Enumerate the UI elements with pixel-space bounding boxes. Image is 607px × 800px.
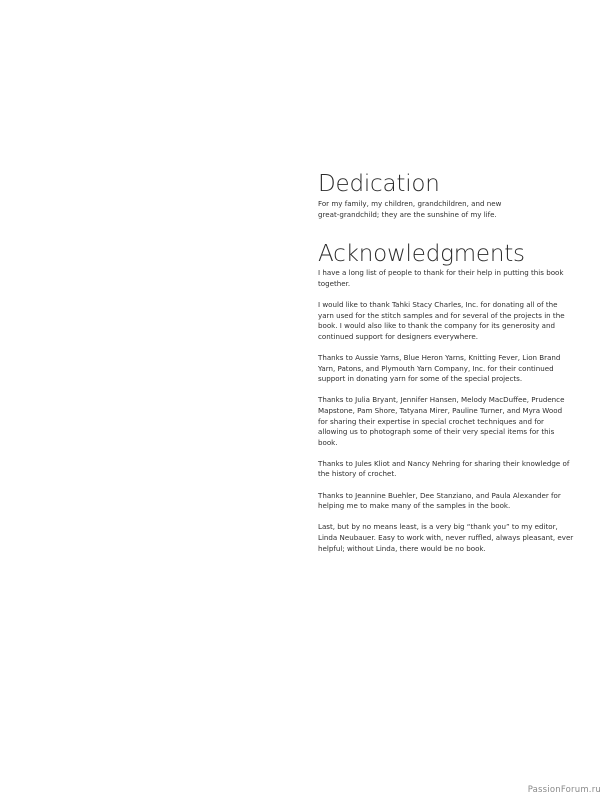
site-watermark: PassionForum.ru bbox=[527, 785, 601, 795]
acknowledgments-heading: Acknowledgments bbox=[318, 241, 525, 268]
ack-paragraph: I have a long list of people to thank for their help in putting this book together. bbox=[318, 268, 564, 288]
ack-paragraph: Thanks to Jules Kliot and Nancy Nehring for sharing their knowledge of the history of crochet. bbox=[318, 458, 570, 479]
dedication-text: For my family, my children, grandchildren, and new great-grandchild; they are the sunshine of my life. bbox=[318, 199, 502, 219]
ack-paragraph: Last, but by no means least, is a very big “thank you” to my editor, Linda Neubauer. Easy to work with, never ruffled, always pleasant, ever helpful; without Linda, there would be no book. bbox=[318, 522, 574, 553]
ack-paragraph: Thanks to Jeannine Buehler, Dee Stanziano, and Paula Alexander for helping me to make many of the samples in the book. bbox=[318, 490, 561, 511]
text-column bbox=[318, 170, 574, 565]
ack-paragraph: I would like to thank Tahki Stacy Charles, Inc. for donating all of the yarn used for the stitch samples and for several of the projects in the book. I would also like to thank the company for its generosity and continued support for designers everywhere. bbox=[318, 299, 565, 341]
acknowledgments-body bbox=[318, 268, 574, 554]
ack-paragraph: Thanks to Aussie Yarns, Blue Heron Yarns, Knitting Fever, Lion Brand Yarn, Patons, and Plymouth Yarn Company, Inc. for their continued support in donating yarn for some of the special projects. bbox=[318, 352, 561, 384]
dedication-heading: Dedication bbox=[318, 171, 440, 197]
ack-paragraph: Thanks to Julia Bryant, Jennifer Hansen, Melody MacDuffee, Prudence Mapstone, Pam Shore, Tatyana Mirer, Pauline Turner, and Myra Wood for sharing their expertise in special crochet techniques and for allowing us to photograph some of their very special items for this book. bbox=[318, 395, 565, 447]
acknowledgments-section bbox=[318, 240, 574, 554]
dedication-section bbox=[318, 170, 574, 220]
